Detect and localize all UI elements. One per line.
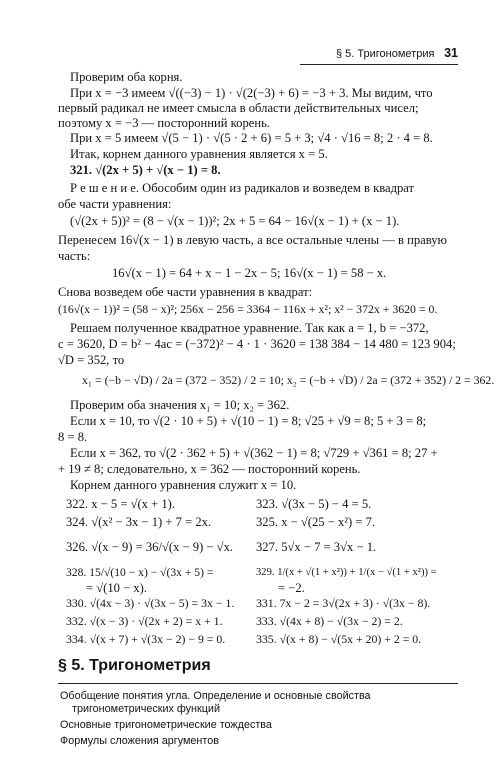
text-line: Проверим оба корня. bbox=[70, 70, 183, 84]
text-line: Снова возведем обе части уравнения в квадрат: bbox=[58, 285, 313, 299]
running-header bbox=[300, 46, 458, 62]
exercise-heading: 321. √(2x + 5) + √(x − 1) = 8. bbox=[70, 163, 221, 177]
text-line: Решаем полученное квадратное уравнение. Так как a = 1, b = −372, bbox=[70, 321, 429, 335]
formula-line: (16√(x − 1))² = (58 − x)²; 256x − 256 = 3364 − 116x + x²; x² − 372x + 3620 = 0. bbox=[58, 302, 438, 316]
text-line: Итак, корнем данного уравнения является x = 5. bbox=[70, 147, 328, 161]
text-line: Если x = 10, то √(2 · 10 + 5) + √(10 − 1) = 8; √25 + √9 = 8; 5 + 3 = 8; bbox=[70, 414, 427, 428]
exercise-item: = √(10 − x). bbox=[86, 581, 147, 595]
subsection-title: Обобщение понятия угла. Определение и основные свойства bbox=[60, 690, 371, 702]
exercise-item: 335. √(x + 8) − √(5x + 20) + 2 = 0. bbox=[256, 632, 422, 646]
text-line: При x = −3 имеем √((−3) − 1) · √(2(−3) + 6) = −3 + 3. Мы видим, что bbox=[70, 86, 433, 100]
formula-line: x₁ = (−b − √D) / 2a = (372 − 352) / 2 = 10; x₂ = (−b + √D) / 2a = (372 + 352) / 2 = 362. bbox=[82, 373, 495, 387]
exercise-item: 331. 7x − 2 = 3√(2x + 3) · √(3x − 8). bbox=[256, 596, 431, 610]
formula-line: 16√(x − 1) = 64 + x − 1 − 2x − 5; 16√(x − 1) = 58 − x. bbox=[112, 266, 387, 280]
text-line: c = 3620, D = b² − 4ac = (−372)² − 4 · 1 · 3620 = 138 384 − 14 480 = 123 904; bbox=[58, 337, 456, 351]
exercise-item: 326. √(x − 9) = 36/√(x − 9) − √x. bbox=[66, 540, 234, 554]
text-line: Если x = 362, то √(2 · 362 + 5) + √(362 − 1) = 8; √729 + √361 = 8; 27 + bbox=[70, 446, 438, 460]
exercise-item: 334. √(x + 7) + √(3x − 2) − 9 = 0. bbox=[66, 632, 226, 646]
exercise-item: 330. √(4x − 3) · √(3x − 5) = 3x − 1. bbox=[66, 596, 235, 610]
exercise-item: 329. 1/(x + √(1 + x²)) + 1/(x − √(1 + x²)) = bbox=[256, 567, 437, 578]
exercise-item: 333. √(4x + 8) − √(3x − 2) = 2. bbox=[256, 614, 403, 628]
exercise-item: 324. √(x² − 3x − 1) + 7 = 2x. bbox=[66, 515, 212, 529]
exercise-item: 322. x − 5 = √(x + 1). bbox=[66, 497, 176, 511]
text-line: обе части уравнения: bbox=[58, 197, 172, 211]
exercise-item: 327. 5√x − 7 = 3√x − 1. bbox=[256, 540, 377, 554]
text-line: √D = 352, то bbox=[58, 353, 125, 367]
header-rule bbox=[300, 64, 458, 65]
subsection-title: Формулы сложения аргументов bbox=[60, 735, 219, 747]
text-line: Перенесем 16√(x − 1) в левую часть, а все остальные члены — в правую bbox=[58, 233, 447, 247]
text-line: Проверим оба значения x₁ = 10; x₂ = 362. bbox=[70, 398, 290, 412]
text-line: часть: bbox=[58, 249, 91, 263]
text-line: + 19 ≠ 8; следовательно, x = 362 — посторонний корень. bbox=[58, 462, 361, 476]
section-heading: § 5. Тригонометрия bbox=[58, 657, 211, 674]
text-line: первый радикал не имеет смысла в области действительных чисел; bbox=[58, 101, 419, 115]
exercise-item: = −2. bbox=[278, 581, 305, 595]
exercise-item: 332. √(x − 3) · √(2x + 2) = x + 1. bbox=[66, 614, 223, 628]
exercise-item: 325. x − √(25 − x²) = 7. bbox=[256, 515, 376, 529]
page-number: 31 bbox=[444, 46, 458, 60]
text-line: При x = 5 имеем √(5 − 1) · √(5 · 2 + 6) = 5 + 3; √4 · √16 = 8; 2 · 4 = 8. bbox=[70, 131, 433, 145]
exercise-item: 323. √(3x − 5) − 4 = 5. bbox=[256, 497, 372, 511]
text-line: поэтому x = −3 — посторонний корень. bbox=[58, 116, 270, 130]
formula-line: (√(2x + 5))² = (8 − √(x − 1))²; 2x + 5 = 64 − 16√(x − 1) + (x − 1). bbox=[70, 214, 400, 228]
subsection-title: Основные тригонометрические тождества bbox=[60, 719, 272, 731]
text-line: 8 = 8. bbox=[58, 430, 88, 444]
exercise-item: 328. 15/√(10 − x) − √(3x + 5) = bbox=[66, 566, 214, 579]
section-rule bbox=[58, 683, 458, 684]
subsection-title: тригонометрических функций bbox=[72, 703, 220, 715]
text-line: Корнем данного уравнения служит x = 10. bbox=[70, 478, 297, 492]
text-line: Р е ш е н и е. Обособим один из радикалов и возведем в квадрат bbox=[70, 181, 415, 195]
running-header-section: § 5. Тригонометрия bbox=[336, 48, 435, 60]
